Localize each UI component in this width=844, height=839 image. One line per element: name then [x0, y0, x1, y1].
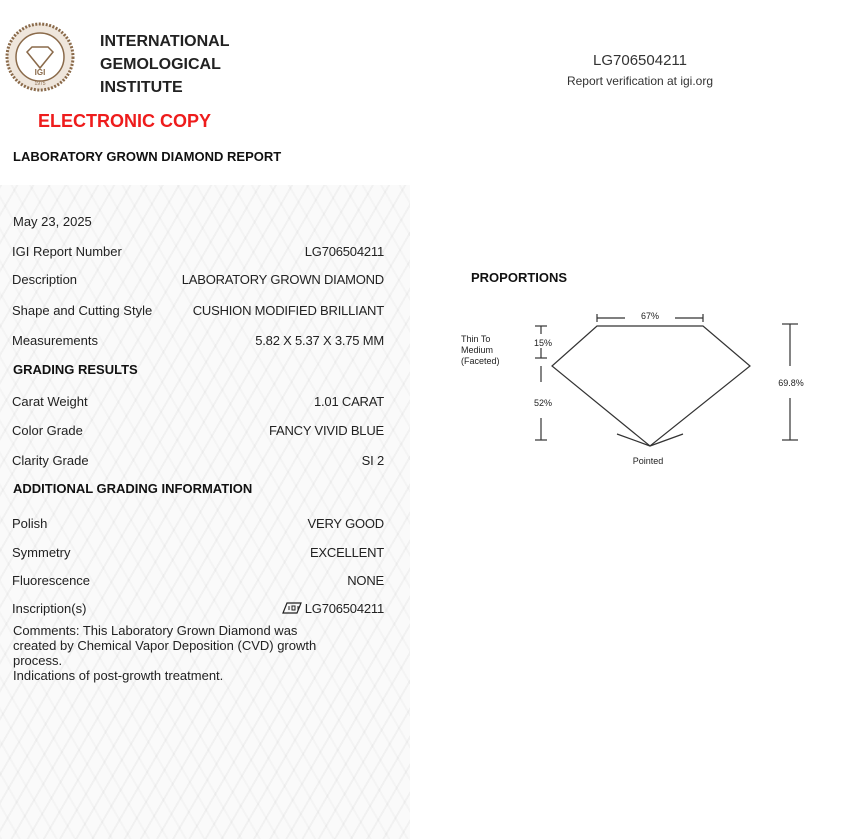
field-inscription — [12, 601, 384, 619]
field-label: Measurements — [12, 333, 98, 348]
institute-line-2: GEMOLOGICAL — [100, 56, 221, 73]
igi-seal-logo — [5, 22, 75, 92]
field-value-inscription — [281, 601, 384, 616]
field-label: Polish — [12, 516, 48, 531]
field-value: VERY GOOD — [307, 516, 384, 531]
diamond-profile — [552, 326, 750, 446]
institute-line-1: INTERNATIONAL — [100, 33, 230, 50]
inscription-value: LG706504211 — [304, 601, 384, 616]
field-shape — [12, 303, 384, 321]
verification-link[interactable]: Report verification at igi.org — [566, 74, 714, 88]
additional-grading-heading: ADDITIONAL GRADING INFORMATION — [13, 481, 253, 496]
field-label: Color Grade — [12, 423, 83, 438]
field-value: FANCY VIVID BLUE — [268, 423, 384, 438]
field-value: LABORATORY GROWN DIAMOND — [181, 272, 384, 287]
field-value: 1.01 CARAT — [313, 394, 384, 409]
table-percent: 67% — [640, 311, 660, 321]
field-value: 5.82 X 5.37 X 3.75 MM — [255, 333, 384, 348]
field-label: Inscription(s) — [12, 601, 87, 616]
field-description — [12, 272, 384, 290]
field-label: Symmetry — [12, 545, 71, 560]
pavilion-percent: 52% — [533, 398, 553, 408]
girdle-line-2: Medium — [461, 345, 494, 355]
grading-results-heading: GRADING RESULTS — [13, 362, 138, 377]
proportions-diagram — [455, 300, 815, 480]
field-polish — [12, 516, 384, 534]
field-fluorescence — [12, 573, 384, 591]
proportions-title: PROPORTIONS — [471, 270, 568, 285]
field-label: IGI Report Number — [12, 244, 122, 259]
field-carat-weight — [12, 394, 384, 412]
comments-line-3: process. — [13, 653, 63, 668]
field-value: NONE — [347, 573, 384, 588]
field-label: Clarity Grade — [12, 453, 89, 468]
report-number-header: LG706504211 — [593, 52, 687, 69]
field-label: Carat Weight — [12, 394, 88, 409]
institute-line-3: INSTITUTE — [100, 79, 183, 96]
institute-name — [100, 30, 229, 99]
girdle-line-3: (Faceted) — [461, 356, 500, 366]
field-color-grade — [12, 423, 384, 441]
electronic-copy-label: ELECTRONIC COPY — [38, 111, 212, 131]
comments-line-2: created by Chemical Vapor Deposition (CVD) growth — [13, 638, 317, 653]
field-label: Description — [12, 272, 78, 287]
report-date: May 23, 2025 — [13, 214, 92, 229]
field-value: CUSHION MODIFIED BRILLIANT — [192, 303, 384, 318]
comments-block — [13, 623, 383, 683]
field-report-number — [12, 244, 384, 262]
field-value: LG706504211 — [304, 244, 384, 259]
comments-line-1: Comments: This Laboratory Grown Diamond was — [13, 623, 298, 638]
field-value: SI 2 — [361, 453, 384, 468]
report-title: LABORATORY GROWN DIAMOND REPORT — [13, 149, 282, 164]
field-label: Shape and Cutting Style — [12, 303, 153, 318]
field-measurements — [12, 333, 384, 351]
girdle-line-1: Thin To — [461, 334, 491, 344]
field-value: EXCELLENT — [309, 545, 384, 560]
field-clarity-grade — [12, 453, 384, 471]
field-symmetry — [12, 545, 384, 563]
logo-mark: IGI — [34, 68, 46, 77]
total-depth-percent: 69.8% — [778, 378, 804, 388]
comments-line-4: Indications of post-growth treatment. — [13, 668, 224, 683]
igi-inscription-icon — [281, 601, 303, 615]
culet-label: Pointed — [632, 456, 664, 466]
logo-year: 1975 — [34, 81, 46, 87]
crown-percent: 15% — [533, 338, 553, 348]
field-label: Fluorescence — [12, 573, 91, 588]
